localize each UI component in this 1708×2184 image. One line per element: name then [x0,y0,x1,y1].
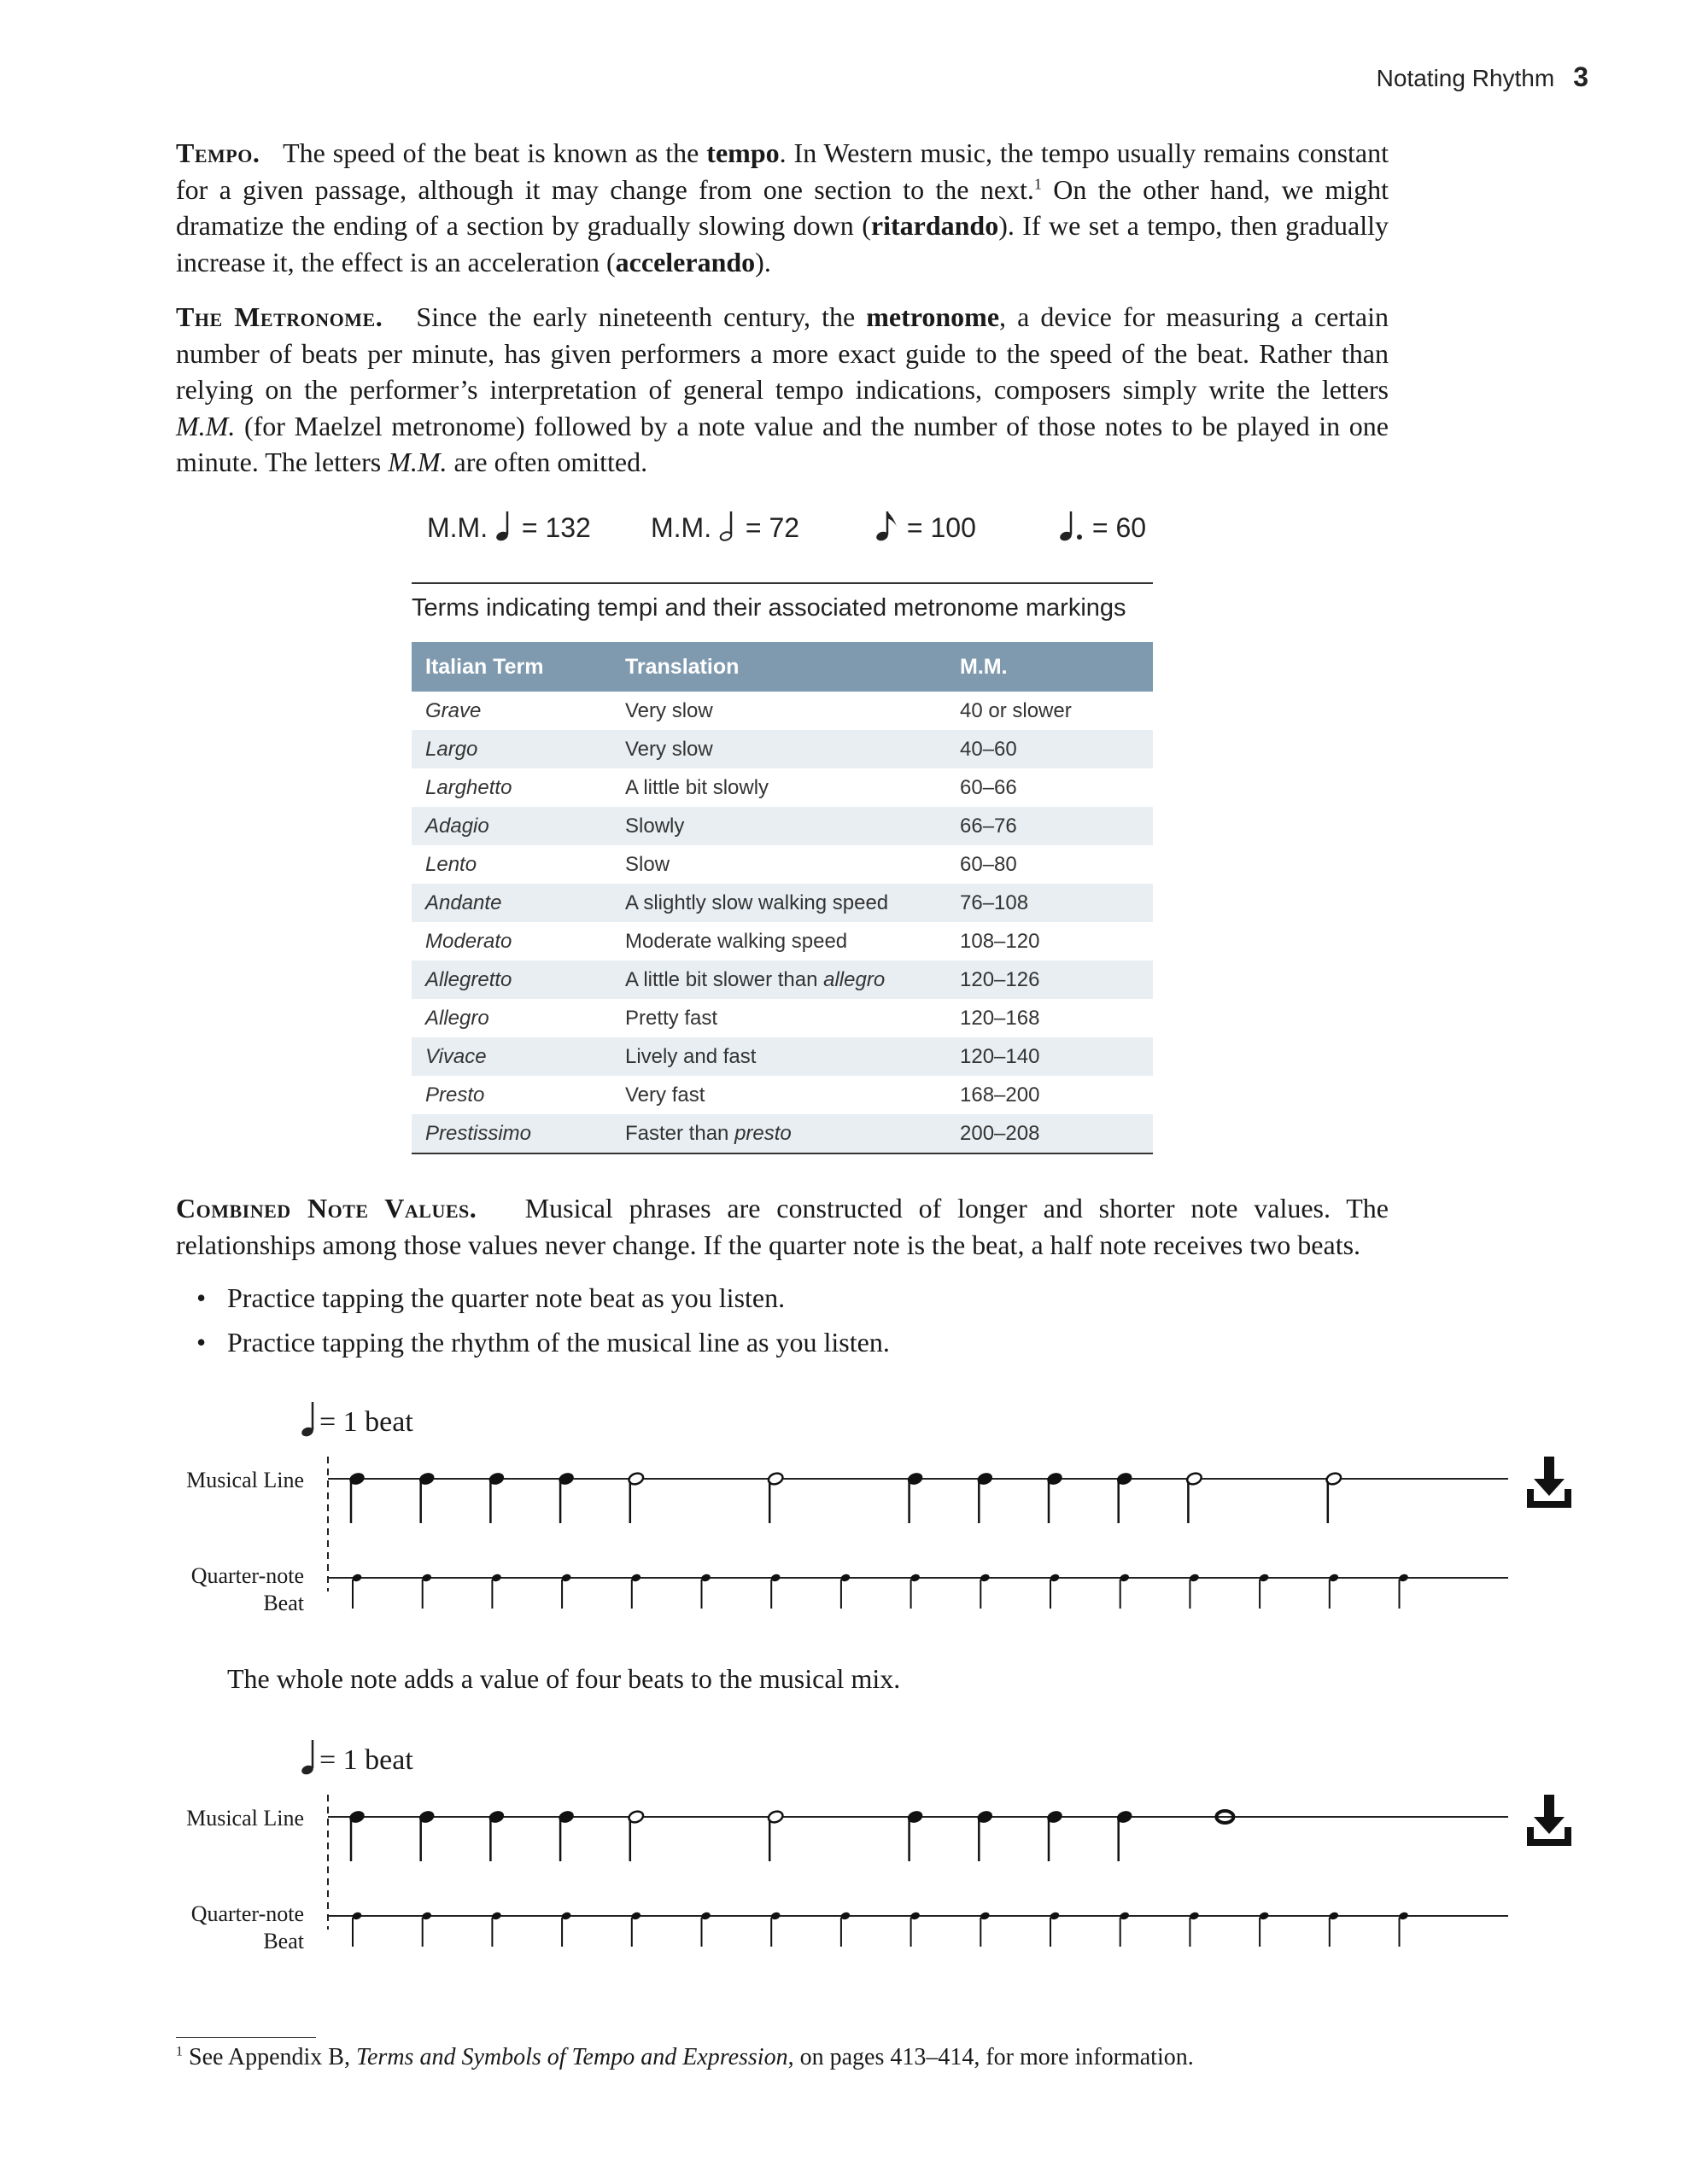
download-icon[interactable] [1524,1455,1575,1511]
quarter-note [488,1471,505,1523]
footnote-number: 1 [176,2044,183,2059]
mm-value: = 60 [1091,512,1147,543]
cell-term: Moderato [425,929,512,953]
text-mm: M.M. [176,410,236,441]
quarter-note [1116,1809,1133,1861]
dotted-quarter-note-icon [1059,508,1085,542]
quarter-note [907,1809,924,1861]
text: (for Maelzel metronome) followed by a note value and the number of those notes to be played in one minute. The letters [176,410,1389,477]
half-note [1185,1471,1202,1523]
quarter-note [488,1809,505,1861]
cell-mm: 108–120 [960,929,1040,953]
quarter-note [976,1809,993,1861]
table-header-row [412,642,1153,692]
mm-example [651,508,799,544]
footnote-ref[interactable]: 1 [1033,174,1042,192]
term-ritardando: ritardando [870,210,999,241]
mm-value: = 100 [906,512,976,543]
term-accelerando: accelerando [615,246,756,277]
cell-term: Prestissimo [425,1121,532,1145]
running-head [1377,61,1588,93]
bullet-item: • Practice tapping the rhythm of the musical line as you listen. [196,1320,890,1364]
download-icon[interactable] [1524,1793,1575,1849]
translation-text: Pretty fast [625,1006,718,1030]
beat-tick [839,1911,851,1947]
cell-translation [611,807,946,845]
translation-text: A little bit slower than [625,967,824,991]
bullet-item: • Practice tapping the quarter note beat as you listen. [196,1276,890,1320]
beat-tick [561,1573,572,1609]
label-line: Beat [263,1591,304,1615]
table-row [412,961,1153,999]
cell-translation [611,922,946,961]
beat-tick [700,1573,711,1609]
tempo-heading: Tempo. [176,137,260,168]
translation-text: Slow [625,852,670,876]
metronome-examples [427,508,1161,551]
quarter-note [907,1471,924,1523]
half-note-icon [719,508,738,542]
table-row [412,999,1153,1037]
beat-tick [980,1573,991,1609]
beat-tick [1119,1911,1130,1947]
cell-translation [611,1114,946,1153]
text: The speed of the beat is known as the [283,137,707,168]
rhythm-diagram-1 [0,1383,1708,1708]
cell-translation [611,768,946,807]
quarter-note [348,1809,366,1861]
table-row [412,1076,1153,1114]
cell-mm: 40–60 [960,737,1017,761]
quarter-note [558,1471,575,1523]
beat-tick [839,1573,851,1609]
quarter-note [418,1471,436,1523]
beat-tick [1328,1573,1339,1609]
text: . In Western music, the tempo usually remains constant for a given passage, although it may change from one section to the next. [176,137,1389,205]
quarter-note [1116,1471,1133,1523]
mm-value: = 132 [521,512,591,543]
text-mm: M.M. [388,447,447,477]
beat-tick [421,1573,432,1609]
quarter-note [1046,1471,1063,1523]
cell-translation [611,1076,946,1114]
beat-tick [1049,1911,1060,1947]
rhythm-figure-1 [0,1383,1708,1708]
beat-tick [491,1911,502,1947]
text: , on pages 413–414, for more information. [787,2044,1194,2070]
column-header-translation: Translation [625,654,740,679]
quarter-note [1046,1809,1063,1861]
quarter-note [558,1809,575,1861]
label-line: Quarter-note [190,1901,304,1926]
beat-tick [770,1573,781,1609]
cell-term: Grave [425,698,482,722]
cell-mm: 120–168 [960,1006,1040,1030]
rhythm-diagram-2 [0,1721,1708,2046]
beat-tick [1398,1573,1409,1609]
cell-translation [611,999,946,1037]
running-head-title: Notating Rhythm [1376,65,1555,91]
beat-tick [1049,1573,1060,1609]
beat-tick [1119,1573,1130,1609]
musical-line-label: Musical Line [186,1806,304,1831]
table-rule-bottom [412,1153,1153,1154]
cell-mm: 60–66 [960,775,1017,799]
cell-mm: 40 or slower [960,698,1072,722]
table-body [412,692,1153,1153]
half-note [628,1809,645,1861]
tempo-table [412,582,1153,1154]
beat-tick [1259,1911,1270,1947]
table-row [412,922,1153,961]
text: Since the early nineteenth century, the [416,301,867,332]
beat-tick [980,1911,991,1947]
text: ). [755,246,771,277]
translation-text: Lively and fast [625,1044,757,1068]
half-note [767,1809,784,1861]
beat-tick [1259,1573,1270,1609]
cell-term: Allegretto [425,967,512,991]
mm-prefix: M.M. [427,512,495,543]
translation-text: Very slow [625,737,713,761]
beat-tick [351,1573,362,1609]
text: are often omitted. [447,447,648,477]
table-row [412,884,1153,922]
table-row [412,1037,1153,1076]
beat-tick [561,1911,572,1947]
quarter-note [976,1471,993,1523]
translation-text: Moderate walking speed [625,929,848,953]
mm-value: = 72 [745,512,800,543]
label-line: Beat [263,1929,304,1953]
cell-translation [611,961,946,999]
beat-label-text: = 1 beat [319,1744,413,1776]
cell-term: Andante [425,891,502,914]
table-row [412,692,1153,730]
term-tempo: tempo [706,137,780,168]
table-caption: Terms indicating tempi and their associated metronome markings [412,594,1126,622]
beat-tick [351,1911,362,1947]
cell-mm: 76–108 [960,891,1029,914]
combined-heading: Combined Note Values. [176,1193,477,1223]
half-note [628,1471,645,1523]
text: See Appendix B, [183,2044,356,2070]
cell-term: Adagio [425,814,489,838]
cell-mm: 66–76 [960,814,1017,838]
cell-term: Allegro [425,1006,489,1030]
translation-text: A little bit slowly [625,775,769,799]
beat-tick [1189,1911,1200,1947]
cell-term: Lento [425,852,477,876]
whole-note-text: The whole note adds a value of four beats to the musical mix. [227,1663,901,1694]
cell-translation [611,845,946,884]
table-row [412,730,1153,768]
bullet-list [196,1276,890,1364]
cell-term: Vivace [425,1044,487,1068]
translation-text: Very slow [625,698,713,722]
beat-tick [770,1911,781,1947]
label-line: Quarter-note [190,1563,304,1588]
cell-term: Largo [425,737,478,761]
tempo-paragraph [176,135,1389,280]
text: On the other hand, we might dramatize the ending of a section by gradually slowing down ( [176,173,1389,241]
beat-tick [421,1911,432,1947]
mm-example [427,508,591,544]
beat-tick [630,1911,641,1947]
musical-line-label: Musical Line [186,1468,304,1492]
beat-tick [1398,1911,1409,1947]
beat-tick [491,1573,502,1609]
quarter-note-icon [495,508,514,542]
tempo-terms-table [412,642,1153,1153]
cell-term: Presto [425,1083,485,1107]
text: Musical phrases are constructed of longer and shorter note values. The relationships among those values never change. If the quarter note is the beat, a half note receives two beats. [176,1193,1389,1260]
half-note [1325,1471,1342,1523]
translation-text: Slowly [625,814,685,838]
table-row [412,845,1153,884]
footnote [176,2042,1194,2073]
rhythm-figure-2 [0,1721,1708,2046]
cell-mm: 60–80 [960,852,1017,876]
page-number: 3 [1573,61,1588,92]
cell-term: Larghetto [425,775,512,799]
cell-mm: 120–126 [960,967,1040,991]
cell-translation [611,1037,946,1076]
footnote-rule [176,2037,316,2038]
eighth-note-icon [875,508,899,542]
translation-italic: presto [734,1121,792,1145]
translation-text: Very fast [625,1083,705,1107]
beat-label-text: = 1 beat [319,1406,413,1438]
cell-translation [611,884,946,922]
metronome-paragraph [176,299,1389,481]
beat-tick [910,1573,921,1609]
beat-tick [910,1911,921,1947]
appendix-title: Terms and Symbols of Tempo and Expression [356,2044,788,2070]
cell-mm: 200–208 [960,1121,1040,1145]
table-row [412,1114,1153,1153]
cell-translation [611,730,946,768]
mm-example [875,508,976,544]
combined-paragraph [176,1190,1389,1263]
half-note [767,1471,784,1523]
cell-mm: 168–200 [960,1083,1040,1107]
translation-italic: allegro [823,967,886,991]
term-metronome: metronome [866,301,1000,332]
column-header-mm: M.M. [960,654,1008,679]
column-header-term: Italian Term [425,654,544,679]
beat-tick [1189,1573,1200,1609]
translation-text: Faster than [625,1121,735,1145]
table-row [412,807,1153,845]
table-row [412,768,1153,807]
metronome-heading: The Metronome. [176,301,383,332]
mm-example [1059,508,1146,544]
beat-tick [630,1573,641,1609]
mm-prefix: M.M. [651,512,719,543]
beat-tick [1328,1911,1339,1947]
text: ). If we set a tempo, then gradually increase it, the effect is an acceleration ( [176,210,1389,277]
text: , a device for measuring a certain number of beats per minute, has given performers a more exact guide to the speed of the beat. Rather than relying on the performer’s interpretation of general tempo indications, composers simply write the letters [176,301,1389,405]
translation-text: A slightly slow walking speed [625,891,889,914]
beat-tick [700,1911,711,1947]
quarter-note [348,1471,366,1523]
cell-mm: 120–140 [960,1044,1040,1068]
quarter-note [418,1809,436,1861]
cell-translation [611,692,946,730]
